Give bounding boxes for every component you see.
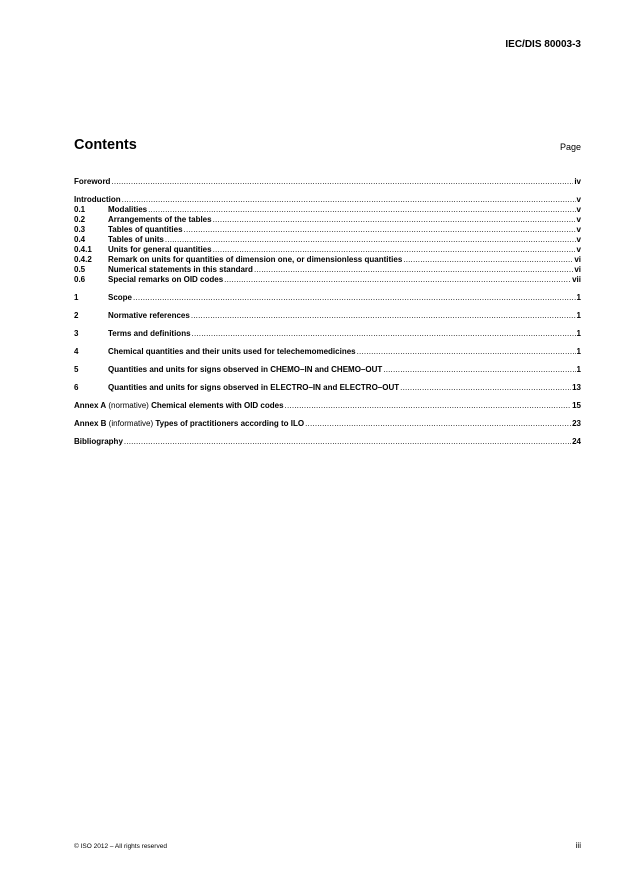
annex-title: Types of practitioners according to ILO	[155, 419, 305, 428]
contents-heading: Contents	[74, 137, 137, 153]
toc-entry-title: Numerical statements in this standard	[108, 265, 253, 274]
toc-entry-page: 1	[576, 347, 581, 356]
toc-entry-title: Quantities and units for signs observed in CHEMO–IN and CHEMO–OUT	[108, 365, 383, 374]
annex-label: Annex A	[74, 401, 107, 410]
toc-entry-title: Bibliography	[74, 437, 123, 446]
toc-entry-page: 13	[572, 383, 581, 392]
toc-entry-number: 6	[74, 383, 79, 392]
dot-leader	[191, 311, 576, 321]
dot-leader	[403, 255, 573, 265]
toc-entry-number: 0.2	[74, 215, 86, 224]
toc-entry-page: v	[576, 245, 581, 254]
toc-entry-title: Tables of quantities	[108, 225, 183, 234]
dot-leader	[124, 437, 571, 447]
toc-entry-page: vii	[572, 275, 581, 284]
toc-entry-page: v	[576, 215, 581, 224]
toc-entry-3[interactable]	[74, 329, 581, 339]
dot-leader	[224, 275, 571, 285]
toc-entry-title	[74, 401, 284, 411]
toc-entry-title: Introduction	[74, 195, 121, 204]
toc-entry-0-2[interactable]	[74, 215, 581, 225]
dot-leader	[305, 419, 571, 429]
toc-entry-1[interactable]	[74, 293, 581, 303]
toc-entry-title: Tables of units	[108, 235, 164, 244]
toc-entry-number: 1	[74, 293, 79, 302]
toc-entry-0-5[interactable]	[74, 265, 581, 275]
page-column-label: Page	[559, 142, 581, 152]
toc-entry-annex-a[interactable]	[74, 401, 581, 411]
toc-entry-page: 1	[576, 329, 581, 338]
toc-entry-page: 1	[576, 311, 581, 320]
dot-leader	[133, 293, 576, 303]
toc-entry-page: v	[576, 195, 581, 204]
toc-entry-page: vi	[574, 265, 581, 274]
toc-entry-title: Special remarks on OID codes	[108, 275, 224, 284]
toc-entry-title: Terms and definitions	[108, 329, 191, 338]
toc-entry-title: Foreword	[74, 177, 111, 186]
toc-entry-4[interactable]	[74, 347, 581, 357]
annex-label: Annex B	[74, 419, 107, 428]
dot-leader	[213, 215, 576, 225]
toc-entry-number: 2	[74, 311, 79, 320]
toc-entry-0-1[interactable]	[74, 205, 581, 215]
page-number: iii	[575, 841, 581, 850]
toc-entry-title	[74, 419, 304, 429]
dot-leader	[254, 265, 573, 275]
toc-entry-0-4-1[interactable]	[74, 245, 581, 255]
toc-entry-2[interactable]	[74, 311, 581, 321]
dot-leader	[400, 383, 571, 393]
annex-title: Chemical elements with OID codes	[151, 401, 284, 410]
toc-entry-0-6[interactable]	[74, 275, 581, 285]
toc-entry-title: Normative references	[108, 311, 190, 320]
toc-entry-title: Units for general quantities	[108, 245, 212, 254]
toc-entry-page: 1	[576, 365, 581, 374]
annex-type: (informative)	[106, 419, 156, 428]
toc-entry-page: v	[576, 205, 581, 214]
dot-leader	[165, 235, 576, 245]
toc-entry-number: 4	[74, 347, 79, 356]
toc-entry-number: 0.3	[74, 225, 86, 234]
toc-entry-title: Arrangements of the tables	[108, 215, 212, 224]
toc-entry-page: v	[576, 225, 581, 234]
document-id: IEC/DIS 80003-3	[505, 39, 581, 50]
toc-entry-annex-b[interactable]	[74, 419, 581, 429]
toc-entry-0-3[interactable]	[74, 225, 581, 235]
toc-entry-page: iv	[574, 177, 581, 186]
toc-entry-number: 0.5	[74, 265, 86, 274]
annex-type: (normative)	[106, 401, 152, 410]
dot-leader	[285, 401, 572, 411]
toc-entry-page: vi	[574, 255, 581, 264]
toc-entry-number: 5	[74, 365, 79, 374]
dot-leader	[383, 365, 575, 375]
dot-leader	[184, 225, 576, 235]
toc-entry-page: 23	[572, 419, 581, 428]
dot-leader	[111, 177, 573, 187]
dot-leader	[122, 195, 576, 205]
dot-leader	[148, 205, 575, 215]
toc-entry-5[interactable]	[74, 365, 581, 375]
toc-entry-6[interactable]	[74, 383, 581, 393]
dot-leader	[357, 347, 576, 357]
copyright-notice: © ISO 2012 – All rights reserved	[74, 843, 167, 850]
toc-entry-introduction[interactable]	[74, 195, 581, 205]
toc-entry-page: 1	[576, 293, 581, 302]
toc-entry-foreword[interactable]	[74, 177, 581, 187]
dot-leader	[213, 245, 576, 255]
toc-entry-page: 15	[572, 401, 581, 410]
toc-entry-number: 0.4.2	[74, 255, 92, 264]
toc-entry-number: 0.4.1	[74, 245, 92, 254]
dot-leader	[192, 329, 576, 339]
toc-entry-page: v	[576, 235, 581, 244]
toc-entry-title: Chemical quantities and their units used for telechemomedicines	[108, 347, 356, 356]
toc-entry-0-4-2[interactable]	[74, 255, 581, 265]
toc-entry-0-4[interactable]	[74, 235, 581, 245]
toc-entry-title: Scope	[108, 293, 133, 302]
toc-entry-number: 0.6	[74, 275, 86, 284]
toc-entry-title: Remark on units for quantities of dimension one, or dimensionless quantities	[108, 255, 403, 264]
toc-entry-number: 0.4	[74, 235, 86, 244]
toc-entry-bibliography[interactable]	[74, 437, 581, 447]
toc-entry-number: 0.1	[74, 205, 86, 214]
toc-entry-page: 24	[572, 437, 581, 446]
toc-entry-title: Quantities and units for signs observed in ELECTRO–IN and ELECTRO–OUT	[108, 383, 400, 392]
toc-entry-number: 3	[74, 329, 79, 338]
toc-entry-title: Modalities	[108, 205, 148, 214]
